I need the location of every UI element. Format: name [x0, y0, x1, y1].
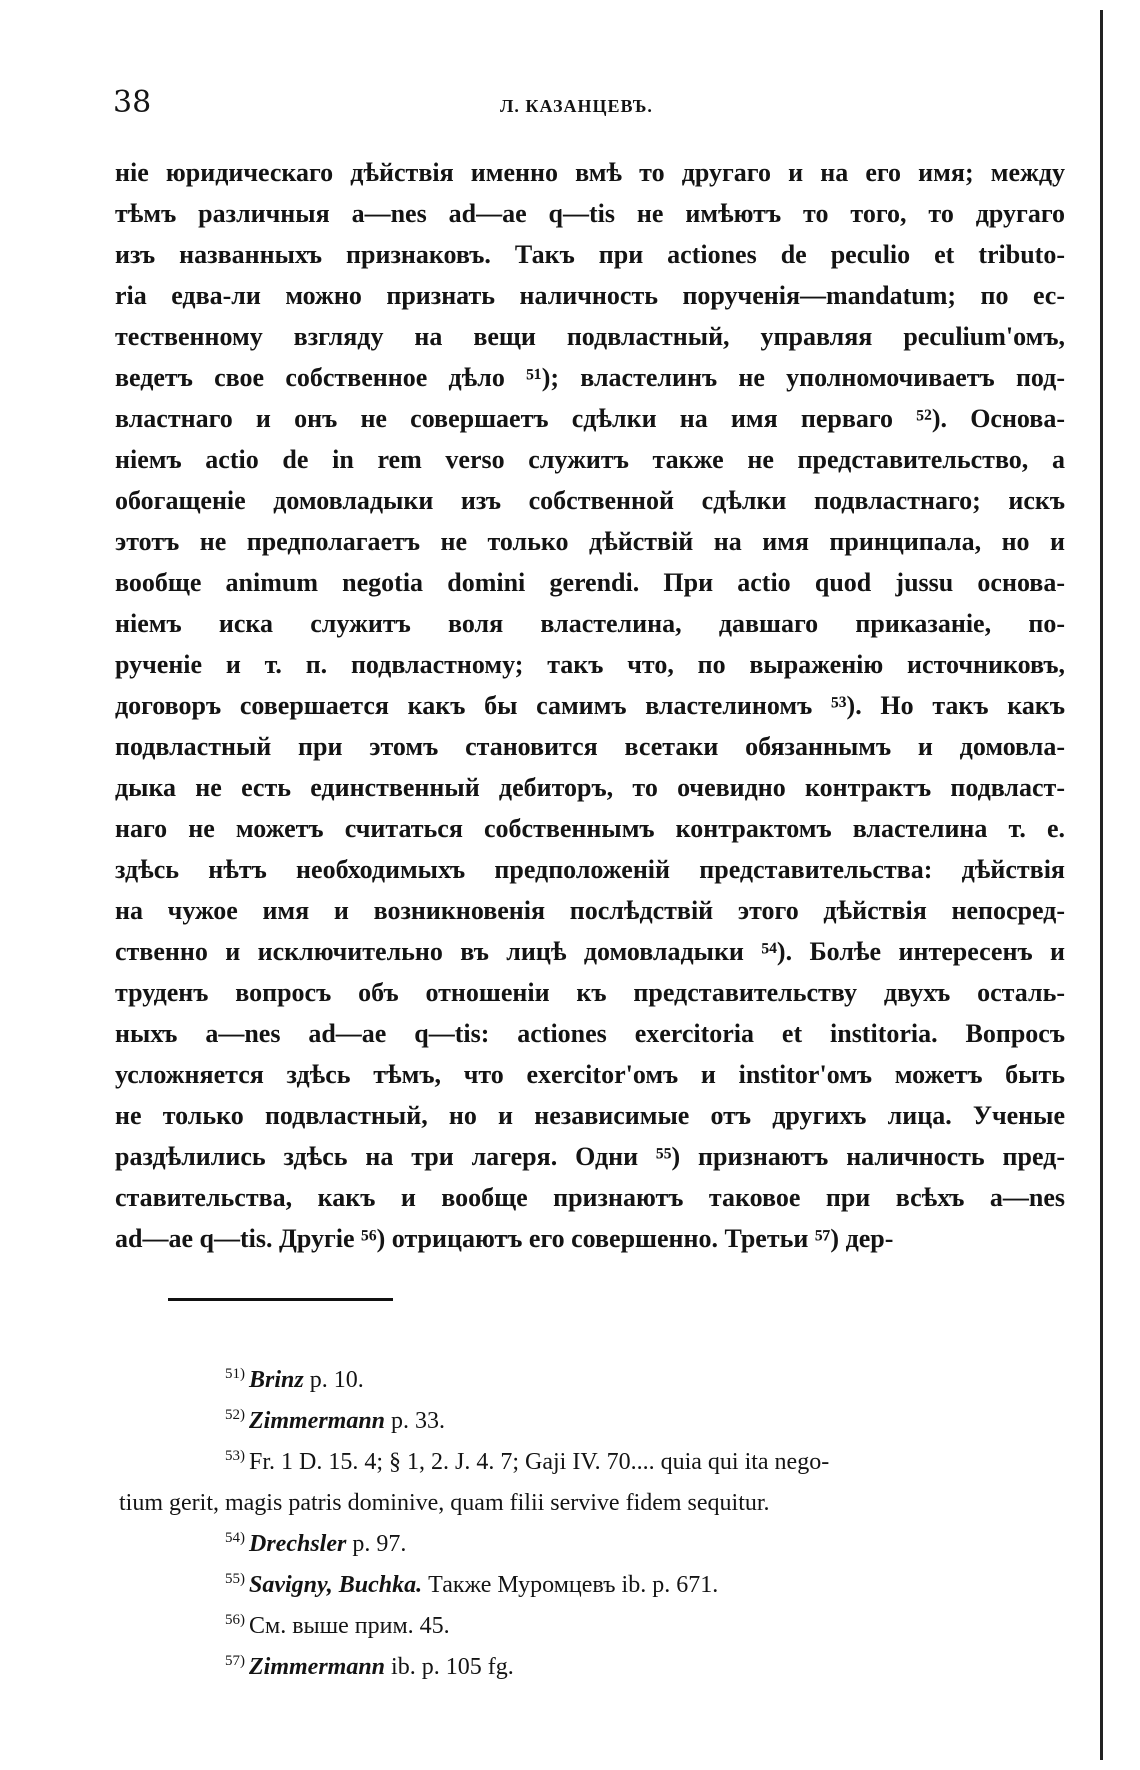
footnote-text: Fr. 1 D. 15. 4; § 1, 2. J. 4. 7; Gaji IV. 70.... quia qui ita nego-: [249, 1449, 830, 1475]
body-line: усложняется здѣсь тѣмъ, что exercitor'омъ и institor'омъ можетъ быть: [115, 1060, 1065, 1089]
footnote-mark: 57): [225, 1653, 245, 1669]
body-line: ственно и исключительно въ лицѣ домовладыки ⁵⁴). Болѣе интересенъ и: [115, 937, 1065, 966]
footnote-author: Drechsler: [249, 1531, 347, 1557]
body-line: рученіе и т. п. подвластному; такъ что, по выраженію источниковъ,: [115, 650, 1065, 679]
footnote-text: ib. p. 105 fg.: [385, 1654, 514, 1680]
footnote: [115, 1360, 1065, 1401]
body-line: подвластный при этомъ становится всетаки обязаннымъ и домовла-: [115, 732, 1065, 761]
footnote: [115, 1606, 1065, 1647]
body-line: не только подвластный, но и независимые отъ другихъ лица. Ученые: [115, 1101, 1065, 1130]
footnote-text: tium gerit, magis patris dominive, quam filii servive fidem sequitur.: [119, 1490, 770, 1516]
footnote: [115, 1565, 1065, 1606]
footnote-author: Brinz: [249, 1367, 304, 1393]
footnote-author: Zimmermann: [249, 1408, 386, 1434]
body-line: ставительства, какъ и вообще признаютъ таковое при всѣхъ a—nes: [115, 1183, 1065, 1212]
body-text: [115, 152, 1065, 1259]
footnote: [115, 1442, 1065, 1483]
body-line: труденъ вопросъ объ отношеніи къ представительству двухъ осталь-: [115, 978, 1065, 1007]
body-line: тественному взгляду на вещи подвластный, управляя peculium'омъ,: [115, 322, 1065, 351]
body-line: ніемъ actio de in rem verso служитъ также не представительство, а: [115, 445, 1065, 474]
footnote-text: См. выше прим. 45.: [249, 1613, 450, 1639]
body-line: здѣсь нѣтъ необходимыхъ предположеній представительства: дѣйствія: [115, 855, 1065, 884]
body-line: ad—ae q—tis. Другіе ⁵⁶) отрицаютъ его совершенно. Третьи ⁵⁷) дер-: [115, 1224, 894, 1253]
footnote-author: Zimmermann: [249, 1654, 386, 1680]
body-line: вообще animum negotia domini gerendi. При actio quod jussu основа-: [115, 568, 1065, 597]
body-line: раздѣлились здѣсь на три лагеря. Одни ⁵⁵) признаютъ наличность пред-: [115, 1142, 1065, 1171]
body-line: ніемъ иска служитъ воля властелина, давшаго приказаніе, по-: [115, 609, 1065, 638]
body-line: ria едва-ли можно признать наличность порученія—mandatum; по ес-: [115, 281, 1065, 310]
body-line: наго не можетъ считаться собственнымъ контрактомъ властелина т. е.: [115, 814, 1065, 843]
body-line: изъ названныхъ признаковъ. Такъ при actiones de peculio et tributo-: [115, 240, 1065, 269]
footnote-author: Savigny, Buchka.: [249, 1572, 423, 1598]
body-line: договоръ совершается какъ бы самимъ властелиномъ ⁵³). Но такъ какъ: [115, 691, 1065, 720]
footnote: [115, 1647, 1065, 1688]
footnote-mark: 51): [225, 1366, 245, 1382]
footnote-mark: 53): [225, 1448, 245, 1464]
footnote-continuation: [115, 1483, 1065, 1524]
running-head: Л. КАЗАНЦЕВЪ.: [500, 96, 653, 116]
body-line: ныхъ a—nes ad—ae q—tis: actiones exercitoria et institoria. Вопросъ: [115, 1019, 1065, 1048]
footnote-mark: 56): [225, 1612, 245, 1628]
footnote: [115, 1401, 1065, 1442]
footnote-mark: 55): [225, 1571, 245, 1587]
body-line: дыка не есть единственный дебиторъ, то очевидно контрактъ подвласт-: [115, 773, 1065, 802]
body-line: тѣмъ различныя a—nes ad—ae q—tis не имѣютъ то того, то другаго: [115, 199, 1065, 228]
footnote-mark: 54): [225, 1530, 245, 1546]
footnote-text: p. 97.: [346, 1531, 407, 1557]
scan-edge-line: [1100, 10, 1103, 1760]
footnote-text: p. 10.: [303, 1367, 364, 1393]
footnote-text: Также Муромцевъ ib. p. 671.: [422, 1572, 719, 1598]
body-line: обогащеніе домовладыки изъ собственной сдѣлки подвластнаго; искъ: [115, 486, 1065, 515]
body-line: этотъ не предполагаетъ не только дѣйствій на имя принципала, но и: [115, 527, 1065, 556]
body-line: властнаго и онъ не совершаетъ сдѣлки на имя перваго ⁵²). Основа-: [115, 404, 1065, 433]
footnotes: [115, 1360, 1065, 1688]
footnote-text: p. 33.: [385, 1408, 446, 1434]
footnote-separator: [168, 1298, 393, 1301]
body-line: ніе юридическаго дѣйствія именно вмѣ то другаго и на его имя; между: [115, 158, 1065, 187]
page-number: 38: [113, 85, 152, 120]
body-line: на чужое имя и возникновенія послѣдствій этого дѣйствія непосред-: [115, 896, 1065, 925]
footnote: [115, 1524, 1065, 1565]
body-line: ведетъ свое собственное дѣло ⁵¹); властелинъ не уполномочиваетъ под-: [115, 363, 1065, 392]
footnote-mark: 52): [225, 1407, 245, 1423]
